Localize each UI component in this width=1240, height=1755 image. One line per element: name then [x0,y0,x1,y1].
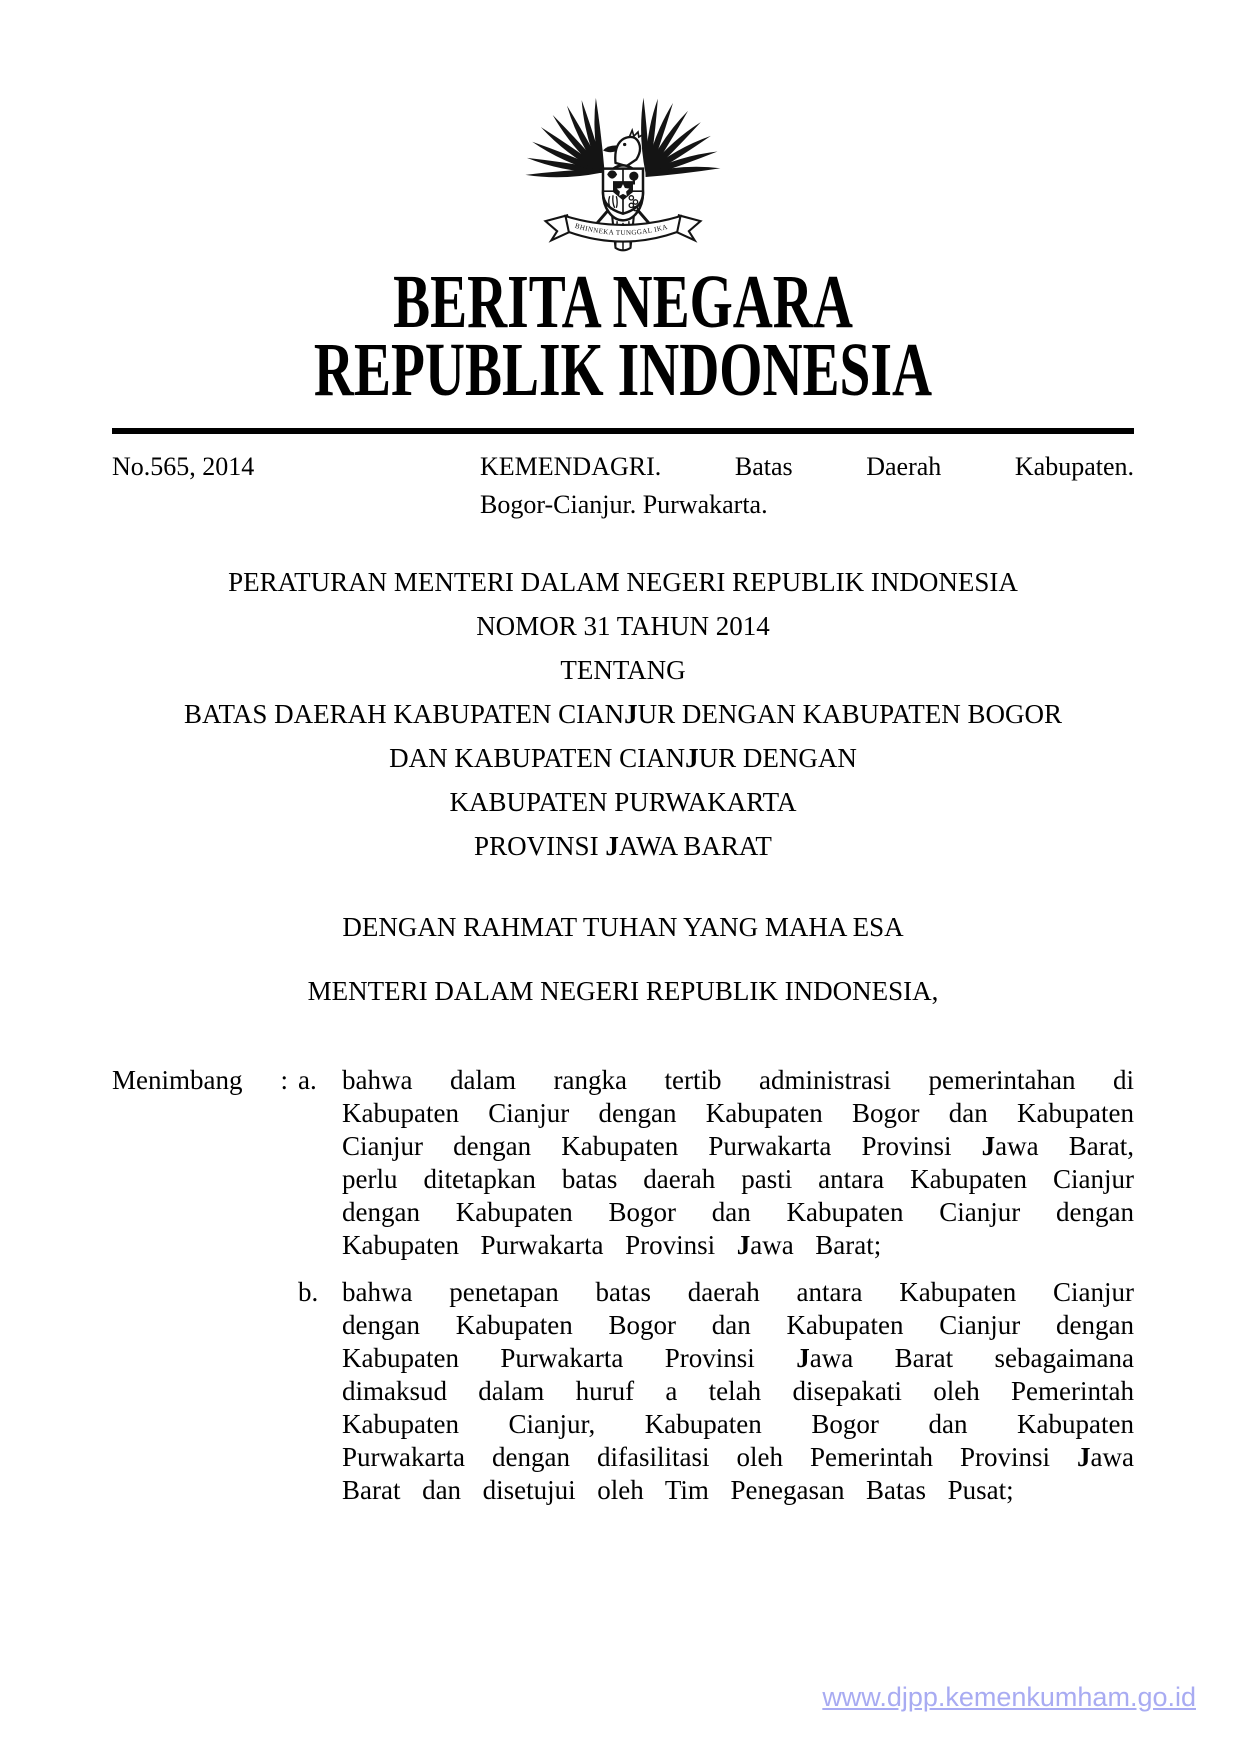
gazette-title-line1: BERITA NEGARA [393,260,853,344]
consideration-letter-a: a. [298,1065,317,1095]
considerations-section [112,1064,1134,1507]
subject-line-2: Bogor-Cianjur. Purwakarta. [480,490,768,519]
consideration-item-b [112,1276,1134,1507]
considerations-colon: : [280,1065,288,1095]
emblem-motto: BHINNEKA TUNGGAL IKA [573,221,669,237]
consideration-text-b: bahwa penetapan batas daerah antara Kabupaten Cianjur dengan Kabupaten Bogor dan Kabupaten Cianjur dengan Kabupaten Purwakarta Provinsi Jawa Barat sebagaimana dimaksud dalam huruf a telah disepakati oleh Pemerintah Kabupaten Cianjur, Kabupaten Bogor dan Kabupaten Purwakarta dengan difasilitasi oleh Pemerintah Provinsi Jawa Barat dan disetujui oleh Tim Penegasan Batas Pusat; [342,1277,1134,1505]
emblem-container [112,0,1134,264]
considerations-label-spacer [112,1276,298,1507]
subject-line-1: KEMENDAGRI. Batas Daerah Kabupaten. [480,452,1134,481]
regulation-title-line-4: BATAS DAERAH KABUPATEN CIANJUR DENGAN KABUPATEN BOGOR [184,699,1062,729]
regulation-title-line-2: NOMOR 31 TAHUN 2014 [476,611,770,641]
issue-number: No.565, 2014 [112,452,255,481]
considerations-label-cell [112,1064,298,1262]
masthead-divider [112,428,1134,434]
regulation-title-line-1: PERATURAN MENTERI DALAM NEGERI REPUBLIK INDONESIA [228,567,1018,597]
considerations-label: Menimbang [112,1065,243,1095]
consideration-item-a [112,1064,1134,1262]
gazette-title-line2: REPUBLIK INDONESIA [313,328,933,412]
consideration-letter-b: b. [298,1277,319,1307]
issue-row [112,448,1134,524]
regulation-title-line-6: KABUPATEN PURWAKARTA [449,787,797,817]
invocation-line: DENGAN RAHMAT TUHAN YANG MAHA ESA [342,912,904,942]
regulation-title-line-7: PROVINSI JAWA BARAT [474,831,772,861]
footer-watermark-link[interactable]: www.djpp.kemenkumham.go.id [822,1682,1196,1712]
garuda-pancasila-emblem [523,86,723,263]
gazette-title [250,260,996,412]
regulation-title-line-5: DAN KABUPATEN CIANJUR DENGAN [389,743,857,773]
regulation-title-block [112,560,1134,868]
authority-line: MENTERI DALAM NEGERI REPUBLIK INDONESIA, [307,976,939,1006]
subject-block [480,448,1134,524]
regulation-title-line-3: TENTANG [560,655,686,685]
consideration-text-a: bahwa dalam rangka tertib administrasi pemerintahan di Kabupaten Cianjur dengan Kabupaten Bogor dan Kabupaten Cianjur dengan Kabupaten Purwakarta Provinsi Jawa Barat, perlu ditetapkan batas daerah pasti antara Kabupaten Cianjur dengan Kabupaten Bogor dan Kabupaten Cianjur dengan Kabupaten Purwakarta Provinsi Jawa Barat; [342,1065,1134,1260]
